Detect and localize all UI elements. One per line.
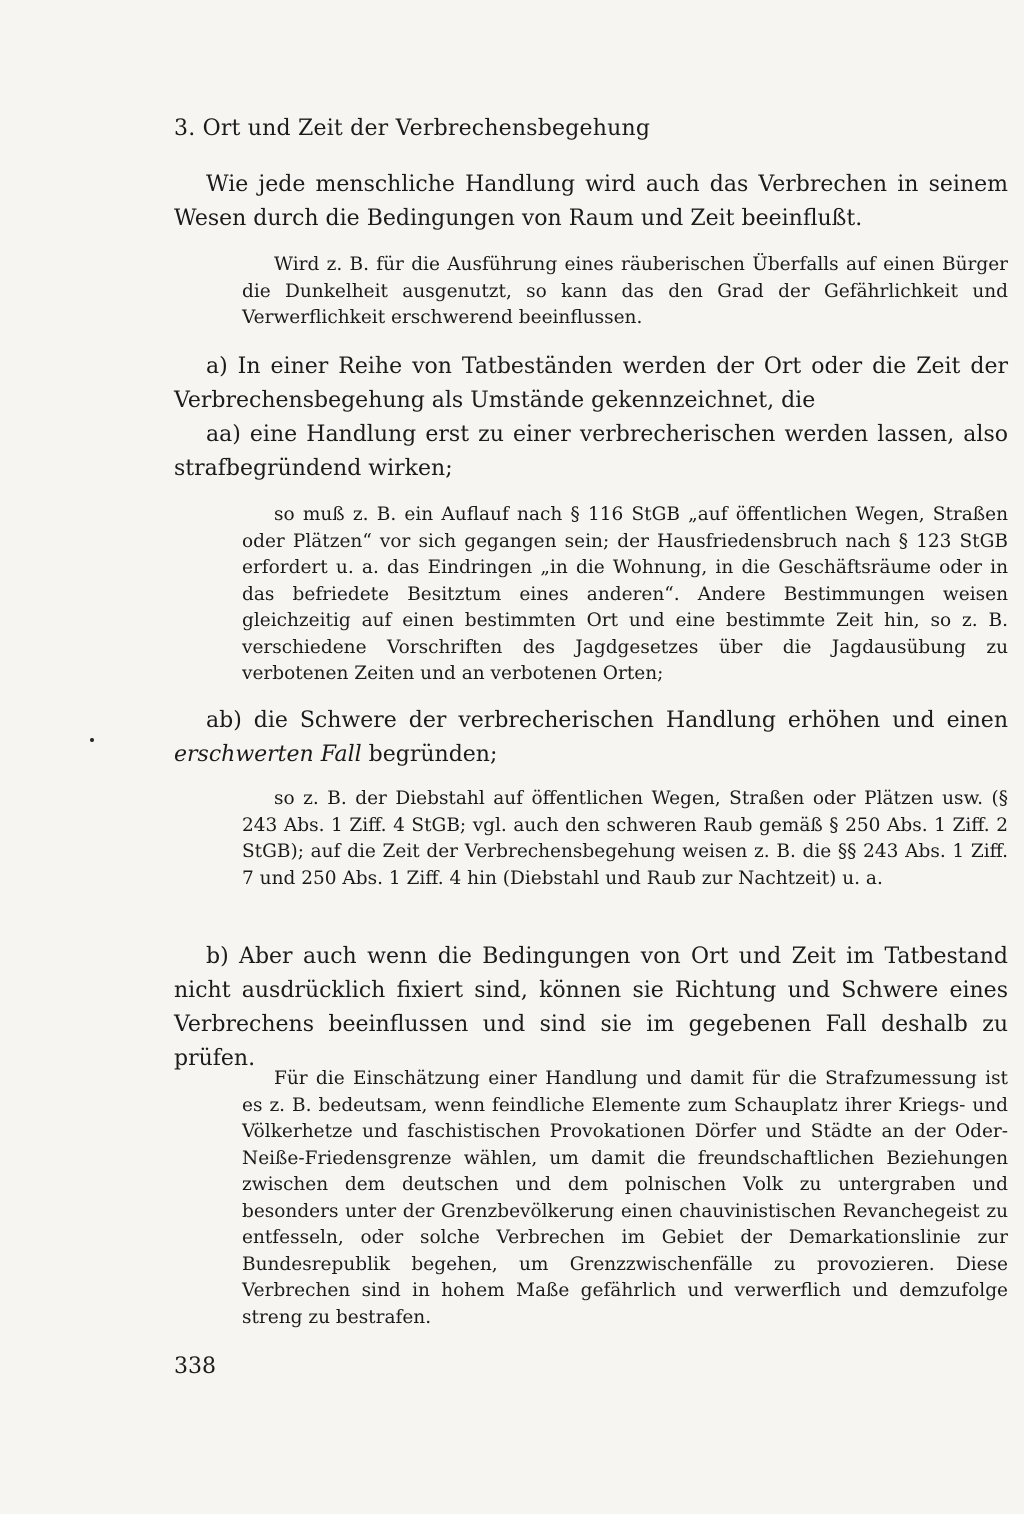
note-examples-theft: so z. B. der Diebstahl auf öffentlichen Wegen, Straßen oder Plätzen usw. (§ 243 Abs. 1 Ziff. 4 StGB; vgl. auch den schweren Raub gemäß § 250 Abs. 1 Ziff. 2 StGB); auf die Zeit der Verbrechensbegehung weisen z. B. die §§ 243 Abs. 1 Ziff. 7 und 250 Abs. 1 Ziff. 4 hin (Diebstahl und Raub zur Nachtzeit) u. a. [242,788,1008,889]
scan-speck [90,738,94,742]
paragraph-intro: Wie jede menschliche Handlung wird auch das Verbrechen in seinem Wesen durch die Bedingungen von Raum und Zeit beeinflußt. [174,172,1008,231]
paragraph-b: b) Aber auch wenn die Bedingungen von Ort und Zeit im Tatbestand nicht ausdrücklich fixiert sind, können sie Richtung und Schwere eines Verbrechens beeinflussen und sind sie im gegebenen Fall deshalb zu prüfen. [174,944,1008,1071]
paragraph-ab-end: begründen; [361,742,498,767]
paragraph-ab [174,704,1008,772]
note-example-border: Für die Einschätzung einer Handlung und damit für die Strafzumessung ist es z. B. bedeutsam, wenn feindliche Elemente zum Schauplatz ihrer Kriegs- und Völkerhetze und faschistischen Provokationen Dörfer und Städte an der Oder-Neiße-Friedensgrenze wählen, um damit die freundschaftlichen Beziehungen zwischen dem deutschen und dem polnischen Volk zu untergraben und besonders unter der Grenzbevölkerung einen chauvinistischen Revanchegeist zu entfesseln, oder solche Verbrechen im Gebiet der Demarkationslinie zur Bundesrepublik begehen, um Grenzzwischenfälle zu provozieren. Diese Verbrechen sind in hohem Maße gefährlich und verwerflich und demzufolge streng zu bestrafen. [242,1068,1008,1328]
page-number: 338 [174,1354,216,1379]
note-example-darkness: Wird z. B. für die Ausführung eines räuberischen Überfalls auf einen Bürger die Dunkelheit ausgenutzt, so kann das den Grad der Gefährlichkeit und Verwerflichkeit erschwerend beeinflussen. [242,254,1008,328]
section-heading: 3. Ort und Zeit der Verbrechensbegehung [174,116,651,141]
paragraph-ab-text: ab) die Schwere der verbrecherischen Handlung erhöhen und einen [206,708,1008,733]
paragraph-aa: aa) eine Handlung erst zu einer verbrecherischen werden lassen, also strafbegründend wirken; [174,422,1008,481]
note-examples-place: so muß z. B. ein Auflauf nach § 116 StGB „auf öffentlichen Wegen, Straßen oder Plätzen“ vor sich gegangen sein; der Hausfriedensbruch nach § 123 StGB erfordert u. a. das Eindringen „in die Wohnung, in die Geschäftsräume oder in das befriedete Besitztum eines anderen“. Andere Bestimmungen weisen gleichzeitig auf einen bestimmten Ort und eine bestimmte Zeit hin, so z. B. verschiedene Vorschriften des Jagdgesetzes über die Jagdausübung zu verbotenen Zeiten und an verbotenen Orten; [242,504,1008,684]
emphasis-erschwerten-fall: erschwerten Fall [174,742,362,767]
paragraph-a: a) In einer Reihe von Tatbeständen werden der Ort oder die Zeit der Verbrechensbegehung als Umstände gekennzeichnet, die [174,354,1008,413]
